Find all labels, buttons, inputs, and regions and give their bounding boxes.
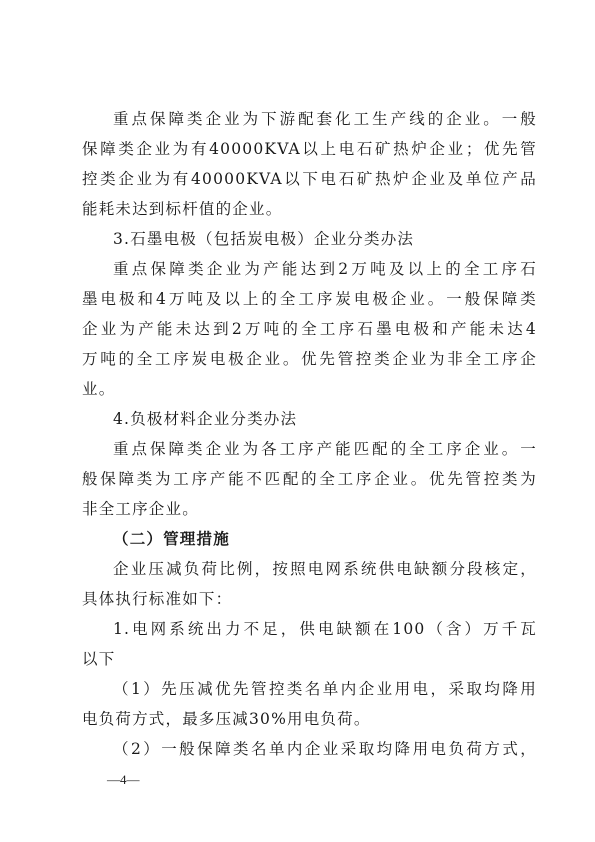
paragraph-line: 控类企业为有40000KVA以下电石矿热炉企业及单位产品 <box>82 170 537 188</box>
paragraph-line: 重点保障类企业为产能达到2万吨及以上的全工序石 <box>113 260 537 278</box>
page-number: —4— <box>107 772 140 787</box>
paragraph-line: 能耗未达到标杆值的企业。 <box>82 200 283 218</box>
section-heading: （二）管理措施 <box>113 529 230 548</box>
paragraph-line: 企业压减负荷比例，按照电网系统供电缺额分段核定， <box>113 560 537 578</box>
paragraph-line: 墨电极和4万吨及以上的全工序炭电极企业。一般保障类 <box>82 290 537 308</box>
paragraph-line: 以下 <box>82 650 116 668</box>
paragraph-line: 万吨的全工序炭电极企业。优先管控类企业为非全工序企 <box>82 350 537 368</box>
paragraph-line: （1）先压减优先管控类名单内企业用电，采取均降用 <box>113 680 537 698</box>
paragraph-line: 具体执行标准如下： <box>82 590 233 608</box>
section-heading: 4.负极材料企业分类办法 <box>113 410 298 428</box>
paragraph-line: 非全工序企业。 <box>82 500 199 518</box>
paragraph-line: 电负荷方式，最多压减30%用电负荷。 <box>82 710 371 728</box>
paragraph-line: 重点保障类企业为各工序产能匹配的全工序企业。一 <box>113 440 537 458</box>
section-heading: 3.石墨电极（包括炭电极）企业分类办法 <box>113 230 415 248</box>
paragraph-line: （2）一般保障类名单内企业采取均降用电负荷方式， <box>113 740 537 758</box>
paragraph-line: 1.电网系统出力不足，供电缺额在100（含）万千瓦 <box>113 620 537 638</box>
paragraph-line: 重点保障类企业为下游配套化工生产线的企业。一般 <box>113 110 537 128</box>
paragraph-line: 企业为产能未达到2万吨的全工序石墨电极和产能未达4 <box>82 320 537 338</box>
paragraph-line: 业。 <box>82 380 116 398</box>
paragraph-line: 保障类企业为有40000KVA以上电石矿热炉企业；优先管 <box>82 140 537 158</box>
paragraph-line: 般保障类为工序产能不匹配的全工序企业。优先管控类为 <box>82 470 537 488</box>
